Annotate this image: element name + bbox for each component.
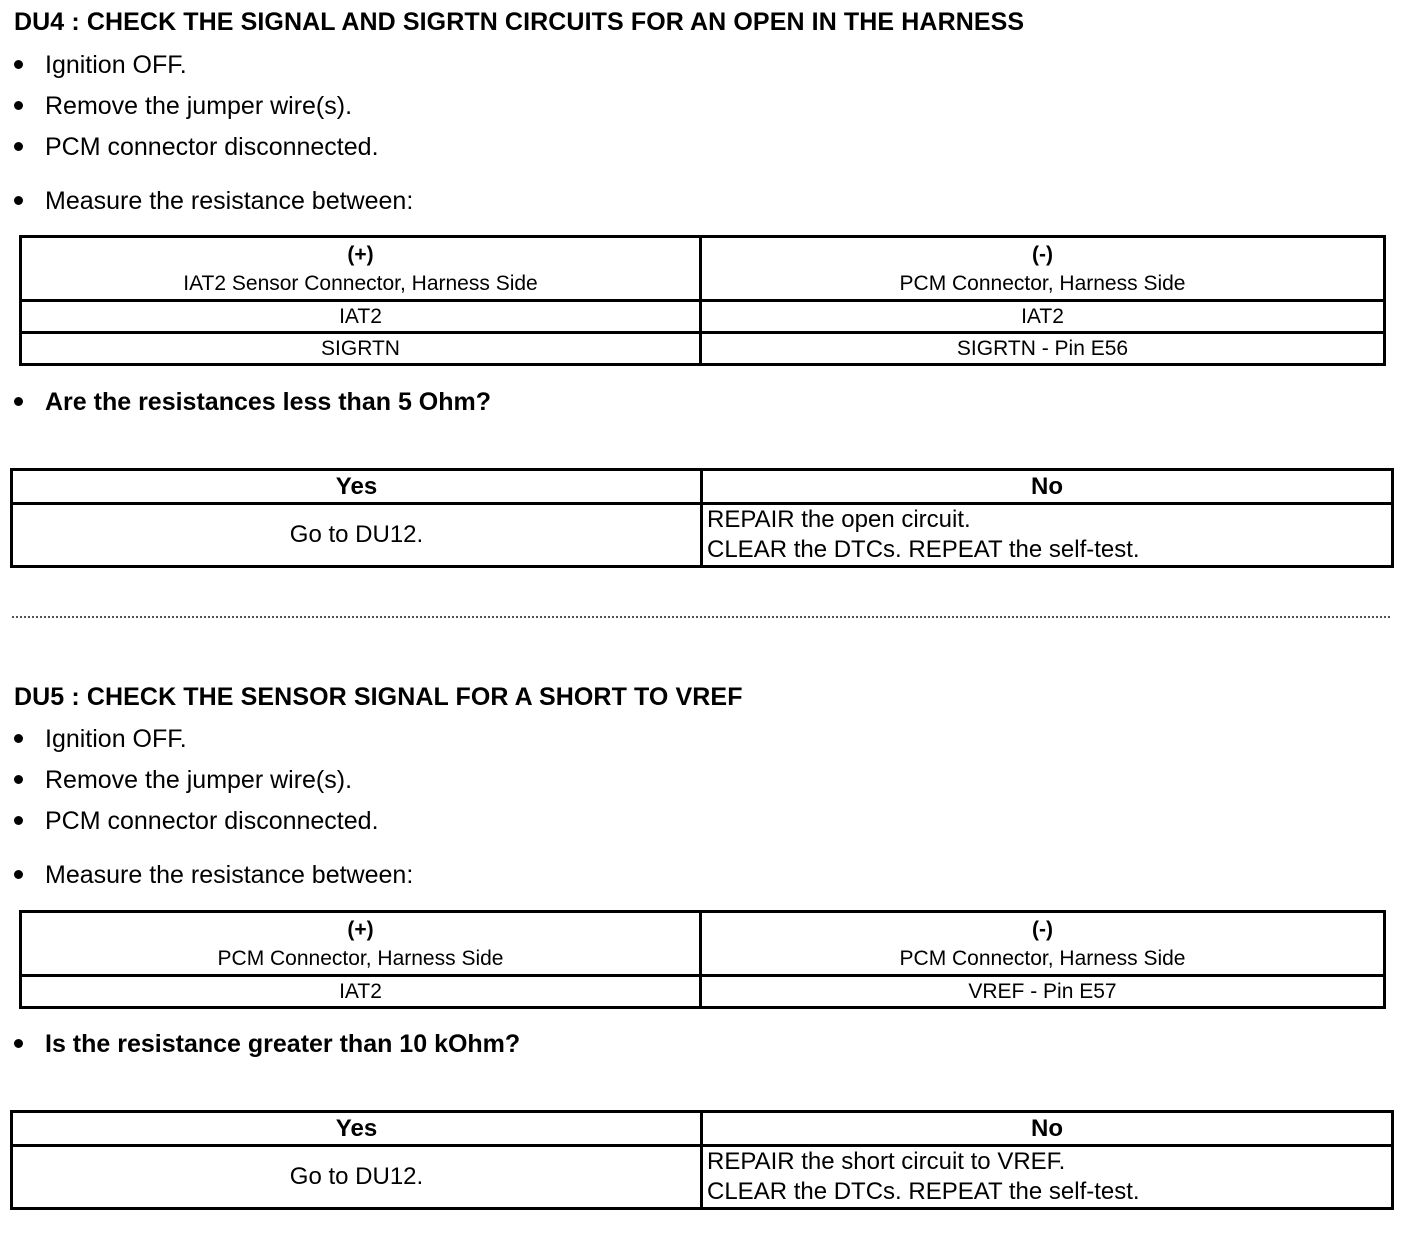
minus-label: PCM Connector, Harness Side — [899, 947, 1186, 970]
table-row — [21, 333, 1385, 365]
plus-sign: (+) — [347, 243, 374, 266]
bullet-icon — [14, 816, 23, 825]
du5-step-3: PCM connector disconnected. — [14, 807, 379, 836]
du4-measurement-table — [19, 235, 1386, 366]
table-row — [12, 504, 1393, 567]
bullet-icon — [14, 196, 23, 205]
table-cell: IAT2 — [701, 301, 1385, 333]
no-header: No — [702, 470, 1393, 504]
bullet-icon — [14, 101, 23, 110]
table-header-row — [12, 1112, 1393, 1146]
du5-question: Is the resistance greater than 10 kOhm? — [14, 1030, 520, 1059]
plus-header — [21, 912, 701, 976]
yes-action: Go to DU12. — [12, 1146, 702, 1209]
du4-measure: Measure the resistance between: — [14, 187, 413, 216]
plus-label: PCM Connector, Harness Side — [217, 947, 504, 970]
plus-sign: (+) — [347, 918, 374, 941]
no-action-line: CLEAR the DTCs. REPEAT the self-test. — [707, 536, 1140, 563]
minus-header — [701, 237, 1385, 301]
du4-result-table — [10, 468, 1394, 568]
bullet-icon — [14, 734, 23, 743]
bullet-icon — [14, 142, 23, 151]
table-row — [21, 976, 1385, 1008]
yes-header: Yes — [12, 470, 702, 504]
section-divider — [12, 616, 1390, 618]
du4-step-1: Ignition OFF. — [14, 51, 187, 80]
plus-header — [21, 237, 701, 301]
table-cell: IAT2 — [21, 976, 701, 1008]
minus-label: PCM Connector, Harness Side — [899, 272, 1186, 295]
table-header-row — [21, 237, 1385, 301]
du4-step-3: PCM connector disconnected. — [14, 133, 379, 162]
yes-header: Yes — [12, 1112, 702, 1146]
table-cell: SIGRTN — [21, 333, 701, 365]
bullet-icon — [14, 397, 23, 406]
du5-measure: Measure the resistance between: — [14, 861, 413, 890]
du4-title: DU4 : CHECK THE SIGNAL AND SIGRTN CIRCUITS FOR AN OPEN IN THE HARNESS — [14, 8, 1025, 36]
table-cell: VREF - Pin E57 — [701, 976, 1385, 1008]
minus-sign: (-) — [1032, 918, 1053, 941]
no-action-line: CLEAR the DTCs. REPEAT the self-test. — [707, 1178, 1140, 1205]
minus-sign: (-) — [1032, 243, 1053, 266]
plus-label: IAT2 Sensor Connector, Harness Side — [183, 272, 538, 295]
du5-title: DU5 : CHECK THE SENSOR SIGNAL FOR A SHORT TO VREF — [14, 683, 743, 711]
bullet-icon — [14, 60, 23, 69]
table-header-row — [21, 912, 1385, 976]
bullet-icon — [14, 775, 23, 784]
no-action-line: REPAIR the open circuit. — [707, 506, 971, 533]
minus-header — [701, 912, 1385, 976]
table-cell: SIGRTN - Pin E56 — [701, 333, 1385, 365]
du5-result-table — [10, 1110, 1394, 1210]
no-header: No — [702, 1112, 1393, 1146]
du5-step-1: Ignition OFF. — [14, 725, 187, 754]
table-cell: IAT2 — [21, 301, 701, 333]
no-action — [702, 1146, 1393, 1209]
du4-question: Are the resistances less than 5 Ohm? — [14, 388, 491, 417]
table-row — [12, 1146, 1393, 1209]
table-row — [21, 301, 1385, 333]
yes-action: Go to DU12. — [12, 504, 702, 567]
du4-step-2: Remove the jumper wire(s). — [14, 92, 352, 121]
bullet-icon — [14, 1039, 23, 1048]
bullet-icon — [14, 870, 23, 879]
du5-step-2: Remove the jumper wire(s). — [14, 766, 352, 795]
no-action — [702, 504, 1393, 567]
du5-measurement-table — [19, 910, 1386, 1009]
no-action-line: REPAIR the short circuit to VREF. — [707, 1148, 1066, 1175]
table-header-row — [12, 470, 1393, 504]
